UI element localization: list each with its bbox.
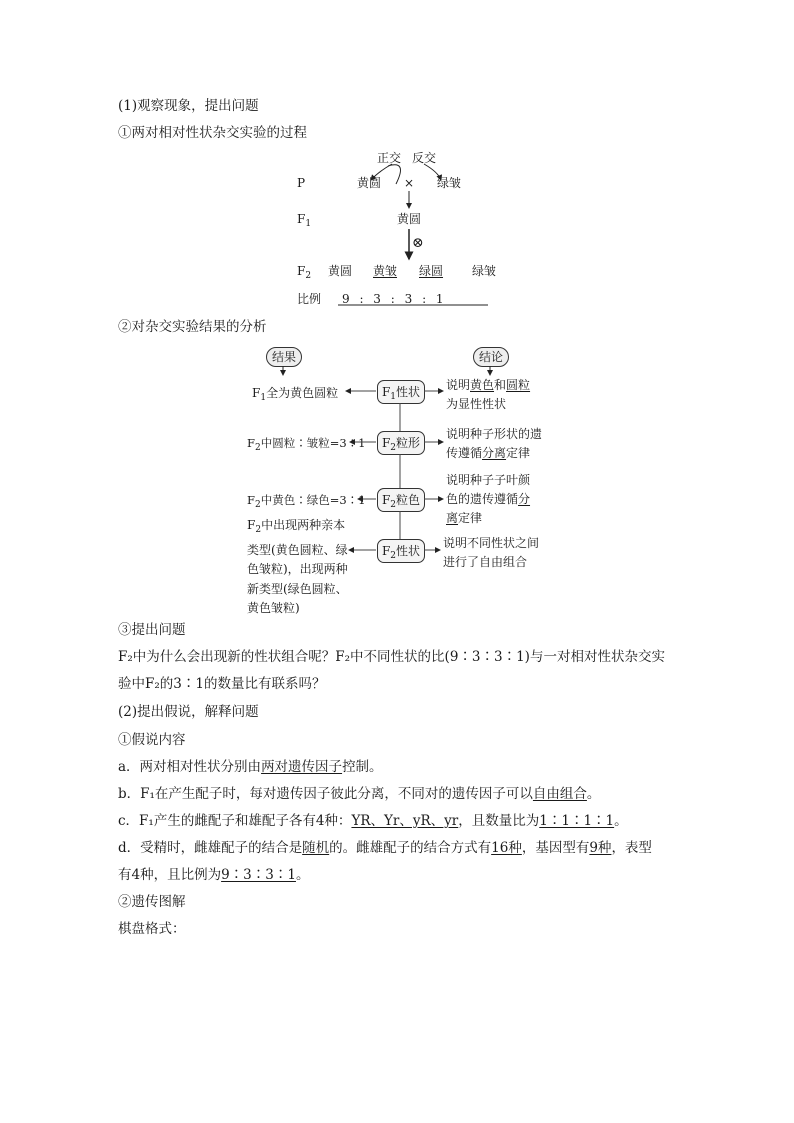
hypothesis-c: c．F₁产生的雌配子和雄配子各有4种：YR、Yr、yR、yr，且数量比为1∶1∶1∶1。 [118,813,628,829]
node-f2-grain-shape: $F_2$粒形 [377,431,425,455]
cross-process-heading: ①两对相对性状杂交实验的过程 [118,125,307,141]
conclusion-f2-traits: 说明不同性状之间 进行了自由组合 [443,536,540,569]
f2-phenotype-1: 黄圆 [328,264,353,278]
question-line-1: F₂中为什么会出现新的性状组合呢？F₂中不同性状的比(9∶3∶3∶1)与一对相对性状杂交实 [118,649,665,665]
conclusion-label: 结论 [473,347,509,367]
section1-title: (1)观察现象，提出问题 [118,98,259,114]
cross-symbol: × [404,176,415,190]
f2-phenotype-2: 黄皱 [373,264,398,278]
generation-f1-label: $F_1$ [297,212,312,229]
hypothesis-a: a．两对相对性状分别由两对遗传因子控制。 [118,759,383,775]
fanjiao-label: 反交 [412,151,437,165]
question-line-2: 验中F₂的3∶1的数量比有联系吗？ [118,676,326,692]
analysis-heading: ②对杂交实验结果的分析 [118,319,267,335]
curved-arrow-right [424,164,441,180]
section2-title: (2)提出假说，解释问题 [118,704,259,720]
zhengjiao-label: 正交 [377,151,402,165]
ratio-label: 比例 [297,292,322,306]
node-f2-grain-color: $F_2$粒色 [377,488,425,512]
result-f2-shape: $F_2$中圆粒∶皱粒=3∶1 [247,436,366,453]
p-left-phenotype: 黄圆 [357,176,382,190]
node-f1-trait: $F_1$性状 [377,380,425,404]
hypothesis-d: d．受精时，雌雄配子的结合是随机的。雌雄配子的结合方式有16种，基因型有9种，表型 [118,840,652,856]
hypothesis-heading: ①假说内容 [118,732,186,748]
f2-phenotype-3: 绿圆 [419,264,444,278]
question-heading: ③提出问题 [118,622,186,638]
result-label: 结果 [266,347,302,367]
ratio-values: 9 : 3 : 3 : 1 [342,292,444,306]
curved-arrow-zhengjiao [388,165,401,184]
conclusion-f2-color: 说明种子子叶颜 色的遗传遵循分 离定律 [446,473,531,525]
conclusion-f1: 说明黄色和圆粒 为显性性状 [446,378,531,411]
curved-arrow-left [371,164,392,180]
hypothesis-b: b．F₁在产生配子时，每对遗传因子彼此分离，不同对的遗传因子可以自由组合。 [118,786,601,802]
generation-f2-label: $F_2$ [297,264,312,281]
conclusion-f2-shape: 说明种子形状的遗 传遵循分离定律 [446,427,543,460]
result-f2-color: $F_2$中黄色∶绿色=3∶1 [247,493,366,510]
f2-phenotype-4: 绿皱 [472,264,497,278]
genetic-diagram-heading: ②遗传图解 [118,894,186,910]
hypothesis-d-cont: 有4种，且比例为9∶3∶3∶1。 [118,867,310,883]
generation-p-label: P [297,176,306,190]
f1-phenotype: 黄圆 [397,212,422,226]
punnett-format-label: 棋盘格式： [118,921,186,937]
result-f2-traits: $F_2$中出现两种亲本 类型(黄色圆粒、绿 色皱粒)，出现两种 新类型(绿色圆粒、 黄色皱粒) [247,518,348,615]
p-right-phenotype: 绿皱 [437,176,462,190]
result-f1: $F_1$全为黄色圆粒 [252,386,339,403]
selfing-icon: ⊗ [412,235,424,251]
node-f2-traits: $F_2$性状 [377,539,425,563]
